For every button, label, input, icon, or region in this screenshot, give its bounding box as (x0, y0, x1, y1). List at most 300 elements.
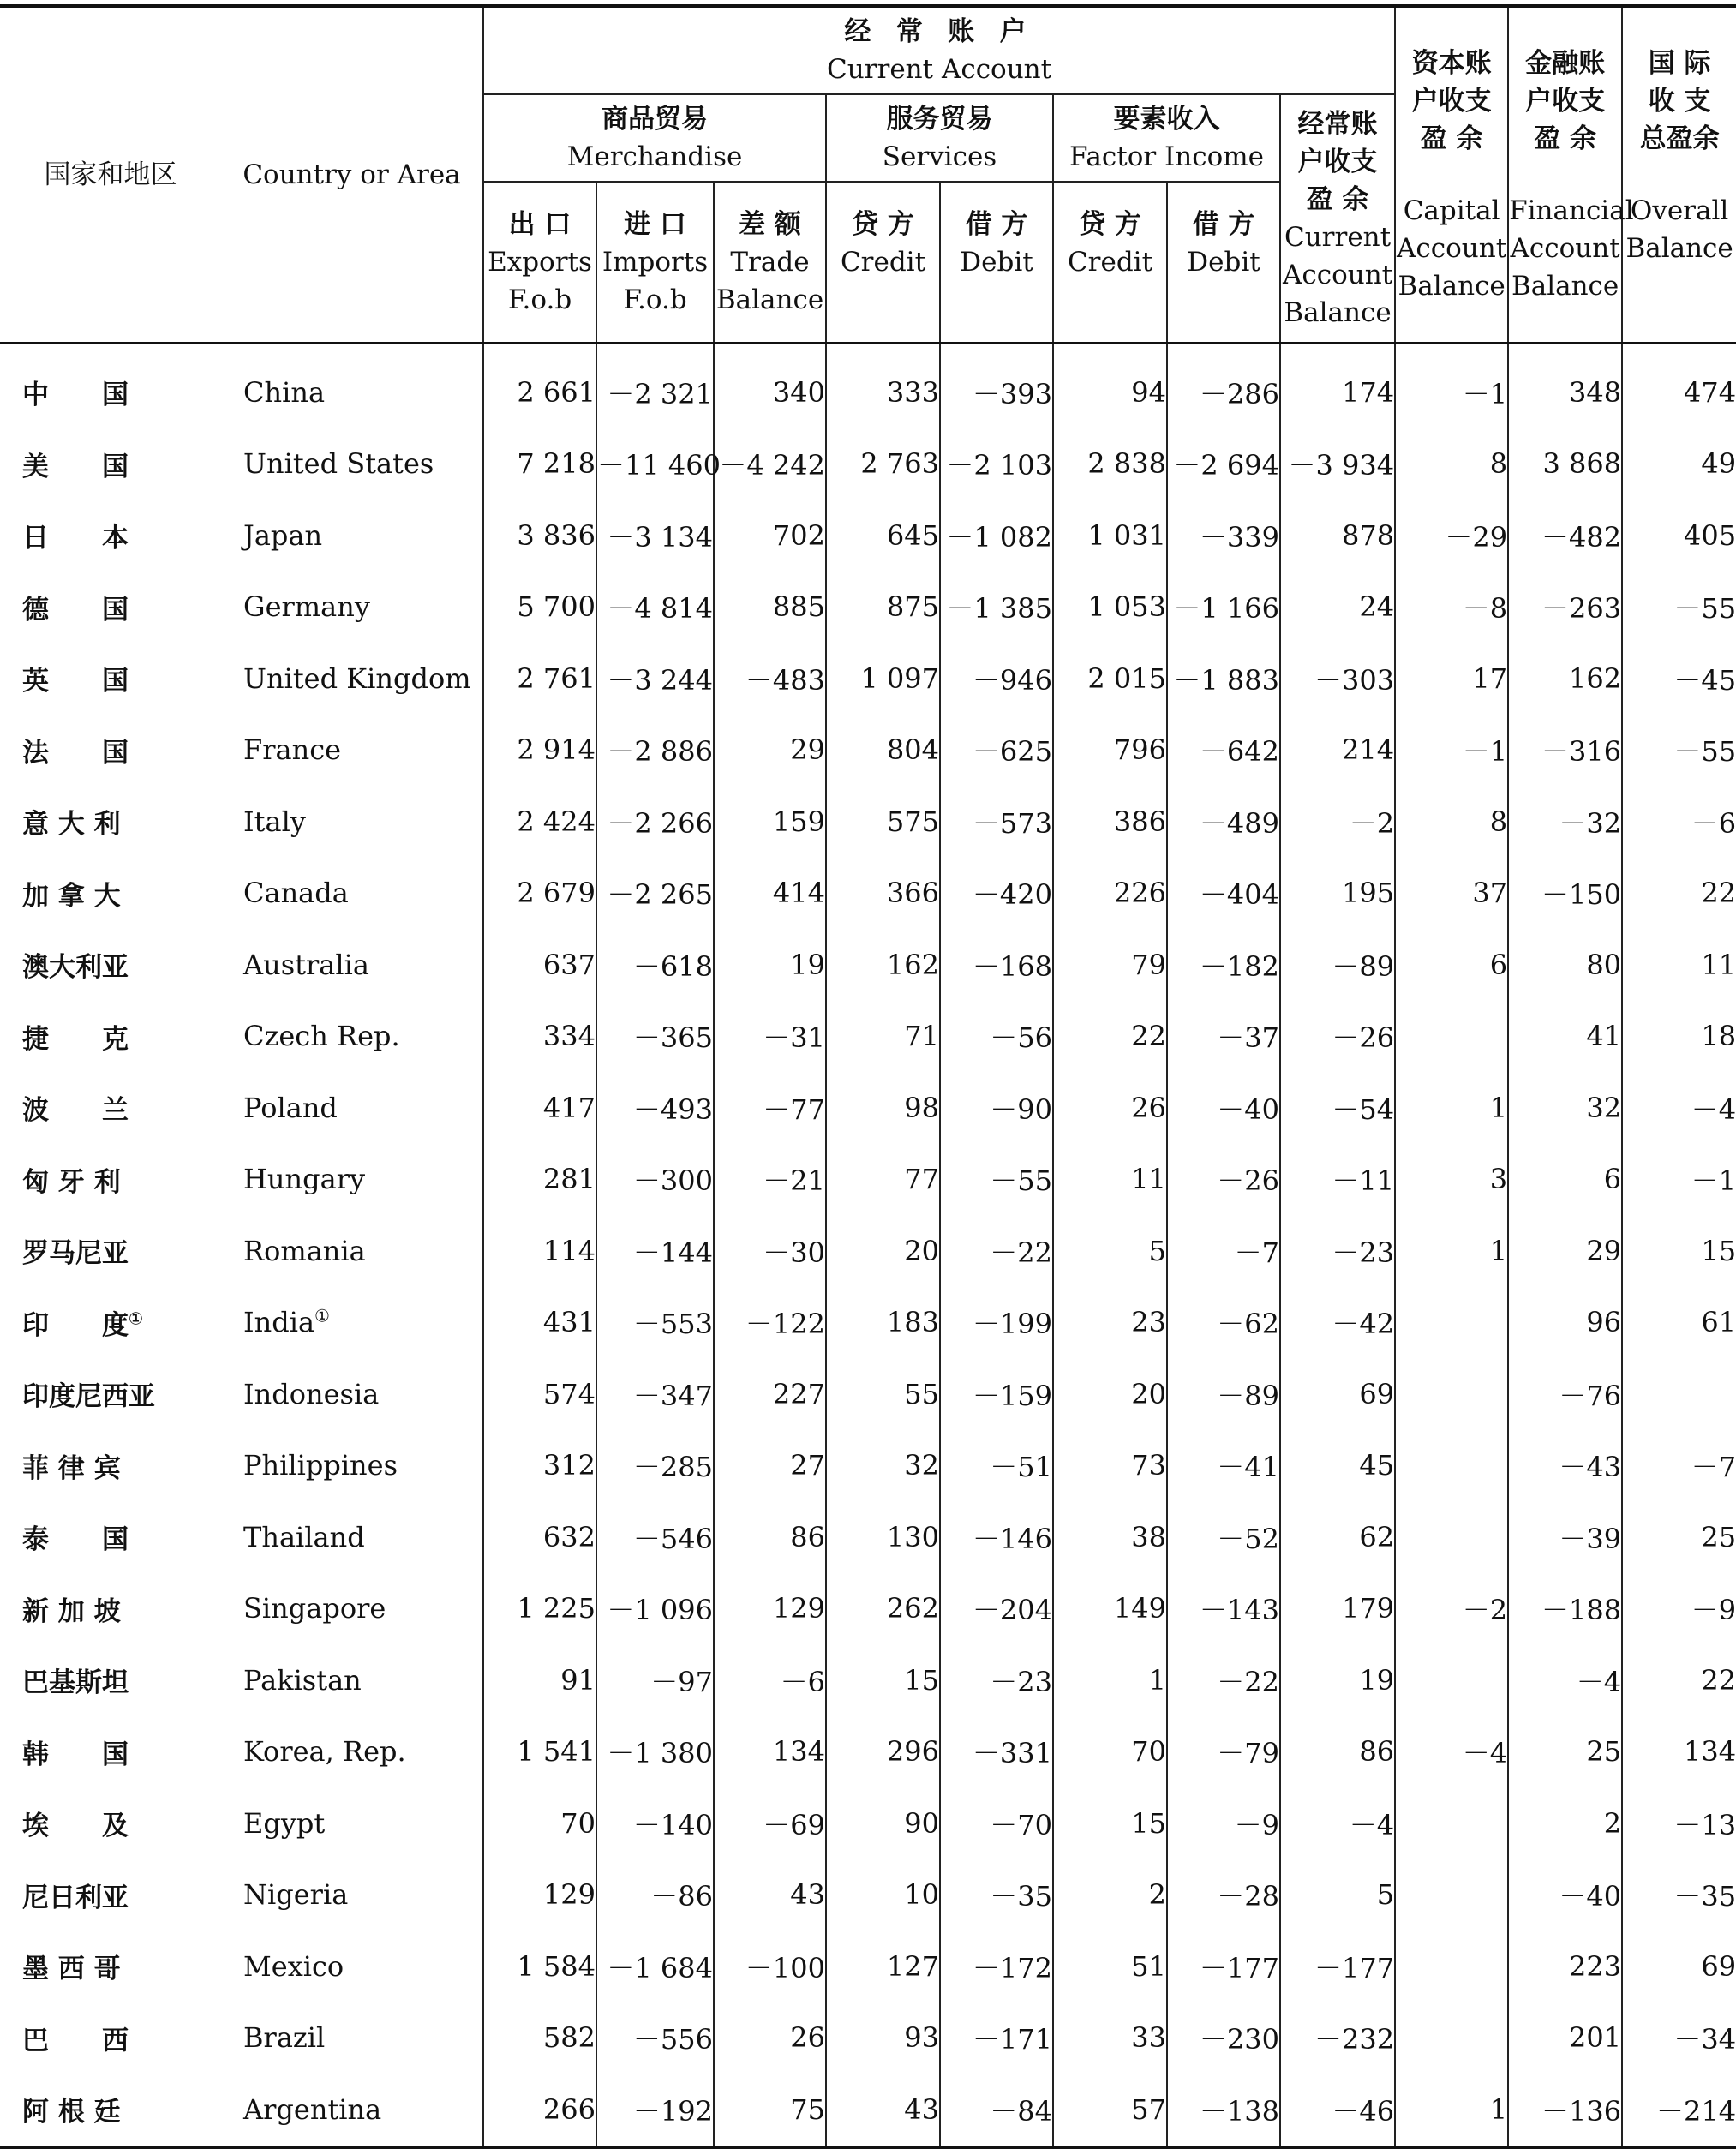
value-cell: －62 (1167, 1287, 1280, 1359)
table-row (0, 1358, 1736, 1430)
value-cell: 281 (483, 1144, 596, 1216)
value-cell: －347 (596, 1358, 714, 1430)
value-cell: 57 (1053, 2074, 1167, 2147)
value-cell: 20 (1053, 1358, 1167, 1430)
value-cell: －39 (1508, 1501, 1622, 1573)
table-row (0, 572, 1736, 644)
value-cell: 61 (1622, 1287, 1736, 1359)
country-name-en: Canada (243, 877, 349, 910)
country-name-zh: 尼日利亚 (22, 1882, 129, 1913)
value-cell: 645 (826, 500, 940, 572)
value-cell: 183 (826, 1287, 940, 1359)
value-cell: －303 (1280, 643, 1395, 715)
value-cell: －4 (1622, 1072, 1736, 1144)
value-cell: －69 (714, 1787, 826, 1859)
country-name-en: Italy (243, 805, 306, 838)
value-cell: －21 (714, 1144, 826, 1216)
country-name-zh: 印 度① (22, 1308, 143, 1341)
value-cell: －263 (1508, 572, 1622, 644)
value-cell: －316 (1508, 715, 1622, 787)
value-cell: －4 (1395, 1716, 1508, 1788)
table-row (0, 1215, 1736, 1287)
table-row (0, 715, 1736, 787)
value-cell: －9 (1622, 1573, 1736, 1645)
country-name-en: China (243, 375, 326, 409)
factor-income-header: 要素收入 Factor Income (1053, 94, 1280, 182)
value-cell: 62 (1280, 1501, 1395, 1573)
value-cell: －34 (1622, 2002, 1736, 2074)
value-cell: －138 (1167, 2074, 1280, 2147)
value-cell: 26 (1053, 1072, 1167, 1144)
country-name-zh: 菲 律 宾 (22, 1452, 121, 1484)
value-cell: 386 (1053, 786, 1167, 858)
country-name-en: Czech Rep. (243, 1020, 400, 1053)
value-cell: 637 (483, 929, 596, 1001)
value-cell: －23 (1280, 1215, 1395, 1287)
value-cell: 70 (1053, 1716, 1167, 1788)
country-name-zh: 泰 国 (22, 1524, 129, 1556)
table-row (0, 1001, 1736, 1073)
value-cell: 43 (826, 2074, 940, 2147)
value-cell: －35 (1622, 1859, 1736, 1931)
country-name-en: Hungary (243, 1163, 366, 1196)
value-cell: 70 (483, 1787, 596, 1859)
value-cell: 15 (1053, 1787, 1167, 1859)
value-cell: －365 (596, 1001, 714, 1073)
value-cell: 29 (1508, 1215, 1622, 1287)
value-cell: －136 (1508, 2074, 1622, 2147)
value-cell: －204 (940, 1573, 1053, 1645)
country-name-en: Nigeria (243, 1878, 349, 1912)
value-cell: 431 (483, 1287, 596, 1359)
country-en-header: Country or Area (221, 6, 483, 344)
value-cell: －30 (714, 1215, 826, 1287)
value-cell (1395, 1501, 1508, 1573)
value-cell: －89 (1280, 929, 1395, 1001)
value-cell: －84 (940, 2074, 1053, 2147)
value-cell: －70 (940, 1787, 1053, 1859)
table-row (0, 1787, 1736, 1859)
value-cell: －404 (1167, 858, 1280, 930)
value-cell: 2 424 (483, 786, 596, 858)
footnote-marker: ① (314, 1305, 330, 1326)
country-name-zh: 波 兰 (22, 1095, 129, 1127)
services-debit-header: 借 方 Debit (940, 182, 1053, 344)
value-cell: 71 (826, 1001, 940, 1073)
value-cell: 1 053 (1053, 572, 1167, 644)
table-row (0, 858, 1736, 930)
value-cell: 796 (1053, 715, 1167, 787)
value-cell: －625 (940, 715, 1053, 787)
value-cell: －946 (940, 643, 1053, 715)
value-cell: －150 (1508, 858, 1622, 930)
value-cell: －182 (1167, 929, 1280, 1001)
table-row (0, 2074, 1736, 2147)
value-cell: 38 (1053, 1501, 1167, 1573)
value-cell: －420 (940, 858, 1053, 930)
value-cell: －483 (714, 643, 826, 715)
value-cell: 130 (826, 1501, 940, 1573)
value-cell: －22 (940, 1215, 1053, 1287)
country-name-en: Pakistan (243, 1663, 362, 1697)
value-cell: －286 (1167, 344, 1280, 428)
value-cell: 1 541 (483, 1716, 596, 1788)
value-cell: －26 (1167, 1144, 1280, 1216)
factor-debit-header: 借 方 Debit (1167, 182, 1280, 344)
value-cell: －6 (714, 1644, 826, 1716)
country-name-en: Indonesia (243, 1377, 380, 1410)
value-cell: －37 (1167, 1001, 1280, 1073)
country-name-zh: 印度尼西亚 (22, 1381, 155, 1413)
value-cell: －1 (1622, 1144, 1736, 1216)
value-cell: 22 (1622, 1644, 1736, 1716)
value-cell: 15 (1622, 1215, 1736, 1287)
value-cell: 474 (1622, 344, 1736, 428)
value-cell: 405 (1622, 500, 1736, 572)
value-cell: －199 (940, 1287, 1053, 1359)
value-cell (1395, 1430, 1508, 1502)
value-cell: 162 (1508, 643, 1622, 715)
value-cell: －546 (596, 1501, 714, 1573)
value-cell: 333 (826, 344, 940, 428)
value-cell: －331 (940, 1716, 1053, 1788)
value-cell: －4 814 (596, 572, 714, 644)
value-cell: －122 (714, 1287, 826, 1359)
value-cell: －214 (1622, 2074, 1736, 2147)
value-cell: －46 (1280, 2074, 1395, 2147)
value-cell: －482 (1508, 500, 1622, 572)
country-name-en: Argentina (221, 2074, 483, 2147)
value-cell: 223 (1508, 1931, 1622, 2002)
value-cell: －489 (1167, 786, 1280, 858)
value-cell: －1 684 (596, 1931, 714, 2002)
value-cell: －1 883 (1167, 643, 1280, 715)
value-cell: －285 (596, 1430, 714, 1502)
country-name-zh: 墨 西 哥 (22, 1954, 121, 1985)
value-cell: －618 (596, 929, 714, 1001)
value-cell: 19 (1280, 1644, 1395, 1716)
value-cell: 348 (1508, 344, 1622, 428)
country-name-zh: 罗马尼亚 (22, 1238, 129, 1270)
value-cell: 114 (483, 1215, 596, 1287)
value-cell: －2 103 (940, 428, 1053, 500)
value-cell (1395, 1859, 1508, 1931)
value-cell: －2 886 (596, 715, 714, 787)
value-cell: －31 (714, 1001, 826, 1073)
value-cell: 2 (1508, 1787, 1622, 1859)
value-cell: 6 (1395, 929, 1508, 1001)
value-cell: 1 (1053, 1644, 1167, 1716)
value-cell: 2 761 (483, 643, 596, 715)
value-cell: 3 836 (483, 500, 596, 572)
country-zh-header: 国家和地区 (0, 6, 221, 344)
value-cell: 51 (1053, 1931, 1167, 2002)
value-cell: －52 (1167, 1501, 1280, 1573)
country-name-en: Egypt (243, 1806, 326, 1840)
value-cell: －140 (596, 1787, 714, 1859)
value-cell: 3 868 (1508, 428, 1622, 500)
value-cell: 24 (1280, 572, 1395, 644)
value-cell: 1 584 (483, 1931, 596, 2002)
value-cell: －7 (1167, 1215, 1280, 1287)
country-name-en: Romania (243, 1234, 366, 1267)
country-name-en: India① (243, 1305, 330, 1339)
footnote-marker: ① (129, 1308, 143, 1329)
value-cell: 127 (826, 1931, 940, 2002)
value-cell: 22 (1053, 1001, 1167, 1073)
value-cell: －90 (940, 1072, 1053, 1144)
value-cell: 574 (483, 1358, 596, 1430)
country-name-zh: 日 本 (22, 523, 129, 554)
value-cell: 1 (1395, 1072, 1508, 1144)
value-cell: 5 700 (483, 572, 596, 644)
value-cell: －40 (1167, 1072, 1280, 1144)
country-name-en: Poland (243, 1091, 338, 1124)
value-cell: －2 (1280, 786, 1395, 858)
value-cell: 8 (1395, 786, 1508, 858)
value-cell: －1 (1395, 715, 1508, 787)
value-cell: 93 (826, 2002, 940, 2074)
value-cell: －7 (1622, 1430, 1736, 1502)
value-cell: 45 (1280, 1430, 1395, 1502)
value-cell: 2 679 (483, 858, 596, 930)
value-cell (1395, 1001, 1508, 1073)
value-cell: －177 (1167, 1931, 1280, 2002)
value-cell: 8 (1395, 428, 1508, 500)
value-cell: 1 031 (1053, 500, 1167, 572)
current-account-header: 经 常 账 户 Current Account (483, 6, 1395, 94)
value-cell: 55 (826, 1358, 940, 1430)
value-cell: 266 (483, 2074, 596, 2147)
value-cell: 134 (1622, 1716, 1736, 1788)
value-cell: －1 096 (596, 1573, 714, 1645)
value-cell: －393 (940, 344, 1053, 428)
value-cell: －4 (1280, 1787, 1395, 1859)
value-cell: －86 (596, 1859, 714, 1931)
value-cell: 162 (826, 929, 940, 1001)
table-row (0, 428, 1736, 500)
value-cell: －159 (940, 1358, 1053, 1430)
table-row (0, 2002, 1736, 2074)
value-cell: －1 385 (940, 572, 1053, 644)
value-cell: －143 (1167, 1573, 1280, 1645)
country-name-zh: 韩 国 (22, 1739, 129, 1770)
table-header (0, 6, 1736, 344)
value-cell: 3 (1395, 1144, 1508, 1216)
value-cell: 214 (1280, 715, 1395, 787)
value-cell: 27 (714, 1430, 826, 1502)
value-cell: 417 (483, 1072, 596, 1144)
value-cell: －171 (940, 2002, 1053, 2074)
value-cell: 94 (1053, 344, 1167, 428)
value-cell: －26 (1280, 1001, 1395, 1073)
value-cell: －2 266 (596, 786, 714, 858)
value-cell: －6 (1622, 786, 1736, 858)
country-name-en: Australia (243, 948, 369, 981)
value-cell: 134 (714, 1716, 826, 1788)
value-cell: 32 (1508, 1072, 1622, 1144)
value-cell: 69 (1622, 1931, 1736, 2002)
value-cell: －188 (1508, 1573, 1622, 1645)
value-cell: －3 134 (596, 500, 714, 572)
value-cell: 41 (1508, 1001, 1622, 1073)
value-cell: 2 914 (483, 715, 596, 787)
value-cell: 7 218 (483, 428, 596, 500)
country-name-zh: 阿 根 廷 (0, 2074, 221, 2147)
value-cell: －55 (940, 1144, 1053, 1216)
value-cell: －43 (1508, 1430, 1622, 1502)
value-cell: 575 (826, 786, 940, 858)
value-cell: 69 (1280, 1358, 1395, 1430)
imports-header: 进 口 Imports F.o.b (596, 182, 714, 344)
value-cell: －35 (940, 1859, 1053, 1931)
value-cell: －11 460 (596, 428, 714, 500)
table-row (0, 500, 1736, 572)
value-cell: 340 (714, 344, 826, 428)
exports-header: 出 口 Exports F.o.b (483, 182, 596, 344)
value-cell: －22 (1167, 1644, 1280, 1716)
country-name-zh: 德 国 (22, 594, 129, 626)
country-name-zh: 匈 牙 利 (22, 1166, 121, 1198)
country-name-zh: 美 国 (22, 451, 129, 482)
table-row (0, 1644, 1736, 1716)
value-cell: －168 (940, 929, 1053, 1001)
value-cell: 18 (1622, 1001, 1736, 1073)
value-cell: 129 (483, 1859, 596, 1931)
value-cell: 2 661 (483, 344, 596, 428)
country-name-zh: 巴 西 (22, 2025, 129, 2056)
country-name-en: Philippines (243, 1449, 398, 1482)
value-cell: －56 (940, 1001, 1053, 1073)
value-cell: 366 (826, 858, 940, 930)
value-cell: －45 (1622, 643, 1736, 715)
value-cell: －13 (1622, 1787, 1736, 1859)
value-cell: －642 (1167, 715, 1280, 787)
value-cell: 312 (483, 1430, 596, 1502)
table-row (0, 1287, 1736, 1359)
value-cell: 75 (714, 2074, 826, 2147)
value-cell: 582 (483, 2002, 596, 2074)
value-cell: －573 (940, 786, 1053, 858)
trade-balance-header: 差 额 Trade Balance (714, 182, 826, 344)
value-cell: 262 (826, 1573, 940, 1645)
value-cell: －89 (1167, 1358, 1280, 1430)
value-cell (1395, 1358, 1508, 1430)
overall-balance-header: 国 际 收 支 总盈余 Overall Balance (1622, 6, 1736, 344)
value-cell: －2 321 (596, 344, 714, 428)
value-cell: －1 (1395, 344, 1508, 428)
country-name-en: Thailand (243, 1520, 365, 1553)
value-cell: 334 (483, 1001, 596, 1073)
country-name-en: Japan (243, 518, 323, 552)
value-cell: －300 (596, 1144, 714, 1216)
value-cell: －55 (1622, 572, 1736, 644)
value-cell: －79 (1167, 1716, 1280, 1788)
value-cell (1622, 1358, 1736, 1430)
value-cell (1395, 1287, 1508, 1359)
value-cell: 195 (1280, 858, 1395, 930)
value-cell: 885 (714, 572, 826, 644)
value-cell (1395, 1644, 1508, 1716)
table-row (0, 1859, 1736, 1931)
value-cell: 29 (714, 715, 826, 787)
value-cell: 77 (826, 1144, 940, 1216)
value-cell: －41 (1167, 1430, 1280, 1502)
country-name-zh: 巴基斯坦 (22, 1667, 129, 1699)
value-cell: 23 (1053, 1287, 1167, 1359)
value-cell: 5 (1280, 1859, 1395, 1931)
financial-account-balance-header: 金融账 户收支 盈 余 Financial Account Balance (1508, 6, 1622, 344)
value-cell: 702 (714, 500, 826, 572)
country-name-en: Germany (243, 590, 370, 624)
value-cell: 25 (1508, 1716, 1622, 1788)
value-cell: －51 (940, 1430, 1053, 1502)
value-cell: 804 (826, 715, 940, 787)
value-cell: －9 (1167, 1787, 1280, 1859)
value-cell (1395, 2002, 1508, 2074)
value-cell: 90 (826, 1787, 940, 1859)
value-cell: －4 242 (714, 428, 826, 500)
value-cell: 129 (714, 1573, 826, 1645)
value-cell: 201 (1508, 2002, 1622, 2074)
value-cell: 32 (826, 1430, 940, 1502)
value-cell: －556 (596, 2002, 714, 2074)
table-row (0, 643, 1736, 715)
value-cell: －177 (1280, 1931, 1395, 2002)
country-name-zh: 埃 及 (22, 1811, 129, 1842)
value-cell: －232 (1280, 2002, 1395, 2074)
country-name-en: Singapore (243, 1592, 386, 1625)
country-name-zh: 意 大 利 (22, 809, 121, 841)
value-cell: －172 (940, 1931, 1053, 2002)
value-cell: 11 (1053, 1144, 1167, 1216)
value-cell: 20 (826, 1215, 940, 1287)
value-cell: 26 (714, 2002, 826, 2074)
value-cell: 878 (1280, 500, 1395, 572)
value-cell: 2 (1053, 1859, 1167, 1931)
value-cell: －3 934 (1280, 428, 1395, 500)
value-cell: －144 (596, 1215, 714, 1287)
value-cell (1395, 1787, 1508, 1859)
value-cell: －40 (1508, 1859, 1622, 1931)
current-account-balance-header: 经常账 户收支 盈 余 Current Account Balance (1280, 94, 1395, 344)
value-cell: 179 (1280, 1573, 1395, 1645)
country-name-zh: 捷 克 (22, 1023, 129, 1055)
country-name-zh: 英 国 (22, 666, 129, 697)
value-cell: 227 (714, 1358, 826, 1430)
table-row (0, 1931, 1736, 2002)
value-cell: 73 (1053, 1430, 1167, 1502)
capital-account-balance-header: 资本账 户收支 盈 余 Capital Account Balance (1395, 6, 1508, 344)
table-row (0, 1716, 1736, 1788)
value-cell: 17 (1395, 643, 1508, 715)
value-cell: －97 (596, 1644, 714, 1716)
table-row (0, 929, 1736, 1001)
value-cell: 79 (1053, 929, 1167, 1001)
value-cell: －28 (1167, 1859, 1280, 1931)
value-cell (1395, 1931, 1508, 2002)
services-header: 服务贸易 Services (826, 94, 1053, 182)
value-cell: －32 (1508, 786, 1622, 858)
value-cell: 1 (1395, 1215, 1508, 1287)
value-cell: －8 (1395, 572, 1508, 644)
country-name-zh: 加 拿 大 (22, 880, 121, 912)
value-cell: 632 (483, 1501, 596, 1573)
table-row (0, 1144, 1736, 1216)
value-cell: 49 (1622, 428, 1736, 500)
value-cell: －2 265 (596, 858, 714, 930)
value-cell: 86 (1280, 1716, 1395, 1788)
